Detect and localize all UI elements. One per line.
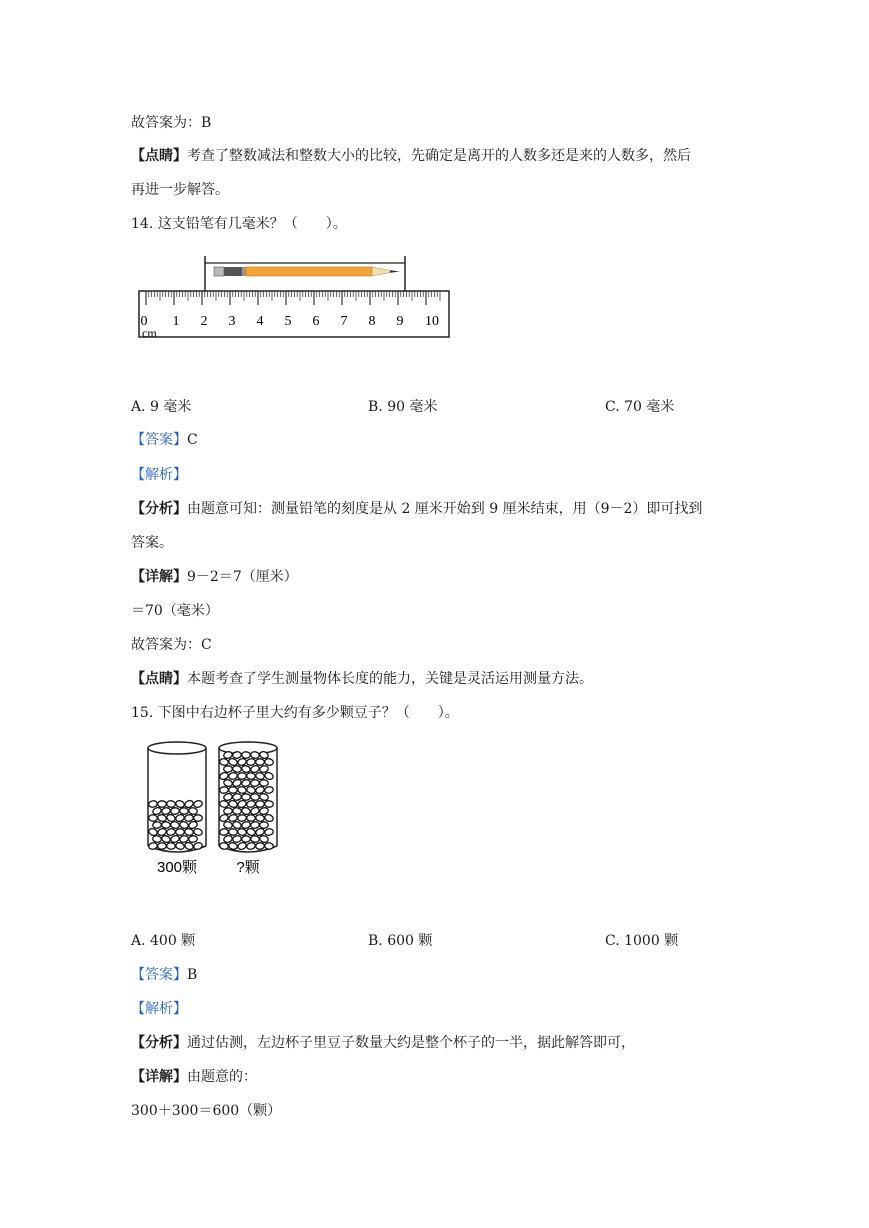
ruler-number: 4 [256,314,264,329]
q14-final-answer: 故答案为：C [131,637,212,653]
q15-option-c: C. 1000 颗 [605,933,679,949]
bean-icon [237,814,246,821]
bean-icon [264,843,273,850]
bean-icon [148,814,157,821]
bean-icon [170,821,180,829]
bean-icon [232,807,241,814]
ruler-number: 6 [312,314,320,329]
detail-text: 由题意的： [187,1069,257,1085]
analysis-tag: 【分析】 [131,501,187,517]
bean-icon [255,814,265,822]
q14-answer [131,430,198,450]
ruler-number: 5 [284,314,292,329]
bean-icon [161,807,171,815]
bean-icon [157,814,167,822]
question-15: 15. 下图中右边杯子里大约有多少颗豆子？（ ）。 [131,705,459,721]
bean-icon [219,828,228,835]
bean-icon [170,807,179,814]
bean-icon [246,772,255,779]
comment-line-continued: 再进一步解答。 [131,182,229,198]
bean-icon [250,779,259,786]
q15-option-b: B. 600 颗 [368,933,433,949]
bean-icon [246,800,256,808]
bean-icon [264,828,274,836]
question-14: 14. 这支铅笔有几毫米？（ ）。 [131,216,347,232]
bean-icon [246,815,255,822]
bean-icon [264,786,274,794]
bean-icon [179,835,189,843]
answer-value: B [187,967,198,983]
answer-value: C [187,432,198,448]
detail-tag: 【详解】 [131,569,187,585]
q15-answer [131,965,197,985]
q14-option-b: B. 90 毫米 [368,399,438,415]
bean-icon [152,835,161,843]
bean-icon [242,752,251,759]
bean-icon [260,822,269,828]
bean-icon [179,808,188,815]
bean-icon [158,801,167,808]
bean-icon [241,807,251,816]
q14-detail-continued: ＝70（毫米） [131,603,219,619]
q14-comment [131,669,593,689]
bean-icon [219,800,229,808]
q15-detail-continued: 300＋300＝600（颗） [131,1103,282,1119]
right-cup-icon [219,742,277,852]
ruler-number: 7 [340,314,348,329]
bean-icon [179,821,189,830]
comment-text: 本题考查了学生测量物体长度的能力，关键是灵活运用测量方法。 [187,671,593,687]
right-cup-label: ?颗 [236,859,260,876]
bean-icon [228,814,238,822]
bean-icon [193,842,203,851]
q14-detail [131,567,298,587]
bean-icon [152,821,161,828]
ruler-number: 1 [172,314,180,329]
ruler-number: 10 [425,314,439,329]
bean-icon [175,800,185,809]
bean-icon [255,842,264,849]
answer-line: 故答案为：B [131,115,212,131]
bean-icon [166,800,175,808]
bean-icon [228,787,237,794]
bean-icon [188,807,198,815]
bean-icon [259,807,269,816]
bean-icon [250,821,259,829]
bean-icon [264,813,274,822]
bean-icon [260,780,269,787]
q14-analysis [131,499,702,519]
left-cup-icon [148,742,206,852]
q14-option-a: A. 9 毫米 [131,399,192,415]
bean-icon [219,758,229,766]
q14-option-c: C. 70 毫米 [605,399,675,415]
analysis-text: 通过估测，左边杯子里豆子数量大约是整个杯子的一半，据此解答即可， [187,1035,635,1051]
bean-icon [228,772,238,780]
comment-tag: 【点睛】 [131,148,187,164]
bean-icon [176,829,185,836]
bean-icon [259,765,269,773]
bean-icon [255,772,265,780]
q15-detail [131,1067,257,1087]
bean-icon [264,771,274,780]
detail-tag: 【详解】 [131,1069,187,1085]
bean-icon [246,758,256,766]
comment-line [131,146,691,166]
bean-icon [224,808,233,815]
bean-icon [194,815,203,822]
bean-icon [224,766,233,772]
bean-icon [259,835,269,844]
comment-tag: 【点睛】 [131,671,187,687]
bean-cups-figure [140,738,290,880]
ruler-number: 2 [200,314,208,329]
ruler-pencil-figure [138,252,452,342]
bean-icon [238,773,247,780]
bean-icon [158,843,167,850]
bean-icon [193,828,203,837]
answer-tag: 【答案】 [131,967,187,983]
bean-icon [242,794,251,800]
bean-icon [219,786,228,793]
bean-icon [241,779,251,788]
ruler-number: 0 [140,314,148,329]
ruler-number: 8 [368,314,376,329]
bean-icon [193,800,203,808]
bean-icon [162,822,171,829]
detail-text: 9－2＝7（厘米） [187,569,298,585]
bean-icon [219,842,228,850]
q14-explanation-tag [131,465,187,485]
analysis-tag: 【分析】 [131,1035,187,1051]
bean-icon [184,828,193,836]
bean-icon [184,814,193,822]
pencil-icon [214,267,400,276]
bean-icon [250,835,259,842]
bean-icon [237,786,247,794]
bean-icon [175,842,185,850]
analysis-text: 由题意可知：测量铅笔的刻度是从 2 厘米开始到 9 厘米结束，用（9－2）即可找到 [187,501,703,517]
bean-icon [237,828,247,836]
bean-icon [148,800,158,808]
explanation-tag: 【解析】 [131,1001,187,1017]
q15-option-a: A. 400 颗 [131,933,196,949]
bean-icon [246,842,256,850]
bean-icon [256,801,265,808]
bean-icon [232,751,241,758]
bean-icon [166,828,176,836]
bean-icon [259,793,269,802]
answer-tag: 【答案】 [131,432,187,448]
bean-icon [250,793,259,801]
bean-icon [223,779,233,788]
bean-icon [188,835,197,842]
bean-icon [161,835,171,844]
ruler-number: 9 [396,314,404,329]
ruler-number: 3 [228,314,236,329]
bean-icon [256,759,265,766]
q15-explanation-tag [131,999,187,1019]
bean-icon [223,821,233,829]
bean-icon [166,842,175,849]
bean-icon [264,758,273,766]
bean-icon [232,793,241,801]
q15-analysis [131,1033,635,1053]
bean-icon [229,829,238,836]
comment-text: 考查了整数减法和整数大小的比较，先确定是离开的人数多还是来的人数多，然后 [187,148,691,164]
bean-icon [242,836,251,843]
bean-icon [264,800,273,807]
bean-icon [232,765,241,773]
left-cup-label: 300颗 [156,859,198,876]
explanation-tag: 【解析】 [131,467,187,483]
ruler-unit: cm [142,326,157,340]
q14-analysis-continued: 答案。 [131,535,173,551]
bean-icon [241,765,251,774]
bean-icon [232,835,242,843]
